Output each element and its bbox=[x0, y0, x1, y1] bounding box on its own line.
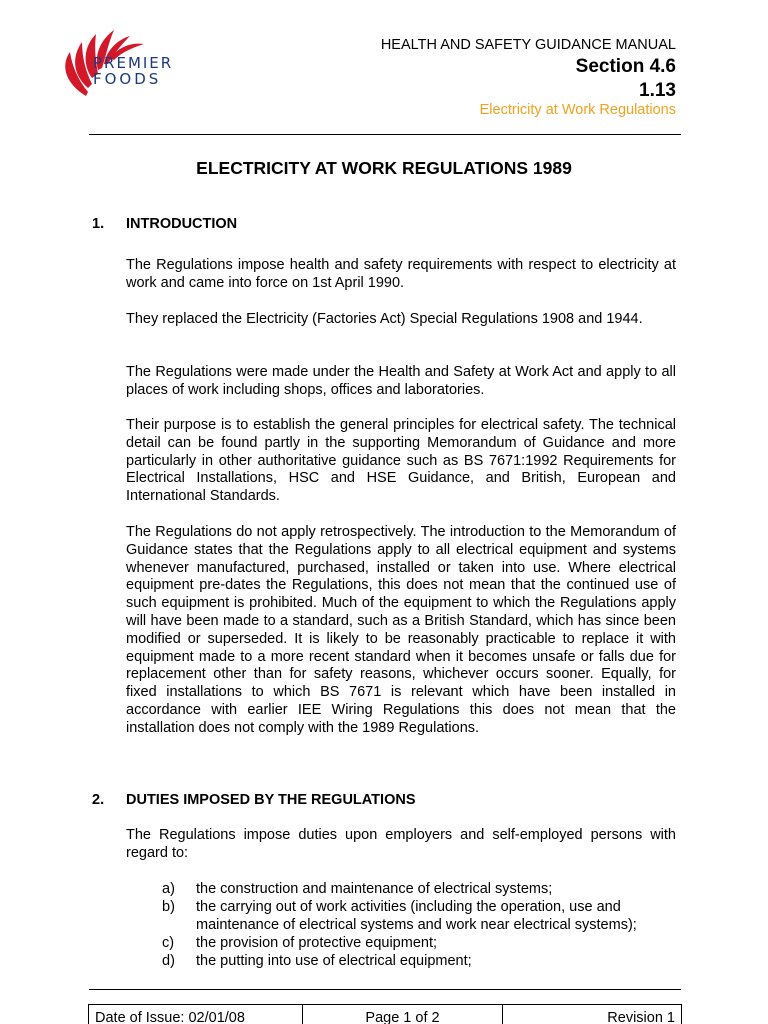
footer-divider bbox=[89, 989, 681, 990]
list-item-label: b) bbox=[162, 899, 175, 915]
logo-wordmark bbox=[93, 55, 173, 87]
section-heading-text: INTRODUCTION bbox=[126, 216, 238, 232]
section-heading bbox=[92, 216, 237, 232]
logo-line1: PREMIER bbox=[93, 54, 174, 72]
paragraph: The Regulations impose health and safety requirements with respect to electricity at work and came into force on 1st April 1990. bbox=[126, 257, 676, 291]
revision: Revision 1 bbox=[607, 1010, 675, 1024]
logo-line2: FOODS bbox=[93, 70, 162, 88]
page-reference-number: 1.13 bbox=[639, 80, 676, 101]
list-item-text: the carrying out of work activities (including the operation, use and maintenance of electrical systems and work near electrical systems); bbox=[196, 899, 637, 933]
list-item bbox=[162, 953, 682, 971]
list-item-text: the construction and maintenance of electrical systems; bbox=[196, 881, 553, 897]
manual-title: HEALTH AND SAFETY GUIDANCE MANUAL bbox=[380, 37, 676, 53]
header-subtitle: Electricity at Work Regulations bbox=[479, 102, 676, 118]
section-heading-number: 2. bbox=[92, 792, 105, 808]
list-item bbox=[162, 935, 682, 953]
paragraph: The Regulations impose duties upon employers and self-employed persons with regard to: bbox=[126, 827, 676, 861]
document-title: ELECTRICITY AT WORK REGULATIONS 1989 bbox=[196, 158, 572, 178]
paragraph: The Regulations do not apply retrospectively. The introduction to the Memorandum of Guidance states that the Regulations apply to all electrical equipment and systems whenever manufactured, purchased, installed or taken into use. Where electrical equipment pre-dates the Regulations, this does not mean that the continued use of such equipment is prohibited. Much of the equipment to which the Regulations apply will have been made to a standard, such as a British Standard, which has since been modified or superseded. It is likely to be reasonably practicable to replace it with equipment made to a more recent standard when it becomes unsafe or falls due for replacement other than for safety reasons, whichever occurs sooner. Equally, for fixed installations to which BS 7671 is relevant which have been installed in accordance with earlier IEE Wiring Regulations this does not mean that the installation does not comply with the 1989 Regulations. bbox=[126, 524, 676, 736]
page-footer bbox=[88, 1004, 682, 1024]
section-number: Section 4.6 bbox=[575, 56, 676, 77]
list-item-text: the provision of protective equipment; bbox=[196, 935, 437, 951]
list-item bbox=[162, 899, 682, 935]
header-divider bbox=[89, 134, 681, 135]
section-heading-number: 1. bbox=[92, 216, 105, 232]
list-item-label: a) bbox=[162, 881, 175, 897]
section-heading bbox=[92, 792, 416, 808]
section-heading-text: DUTIES IMPOSED BY THE REGULATIONS bbox=[126, 792, 416, 808]
list-item-text: the putting into use of electrical equipment; bbox=[196, 953, 472, 969]
list-item-label: c) bbox=[162, 935, 175, 951]
paragraph: Their purpose is to establish the general principles for electrical safety. The technical detail can be found partly in the supporting Memorandum of Guidance and more particularly in other authoritative guidance such as BS 7671:1992 Requirements for Electrical Installations, HSC and HSE Guidance, and British, European and International Standards. bbox=[126, 417, 676, 505]
page-number: Page 1 of 2 bbox=[303, 1005, 503, 1024]
date-of-issue: Date of Issue: 02/01/08 bbox=[89, 1005, 303, 1024]
paragraph: They replaced the Electricity (Factories Act) Special Regulations 1908 and 1944. bbox=[126, 311, 643, 327]
list-item-label: d) bbox=[162, 953, 175, 969]
list-item bbox=[162, 881, 682, 899]
paragraph: The Regulations were made under the Health and Safety at Work Act and apply to all places of work including shops, offices and laboratories. bbox=[126, 364, 676, 398]
